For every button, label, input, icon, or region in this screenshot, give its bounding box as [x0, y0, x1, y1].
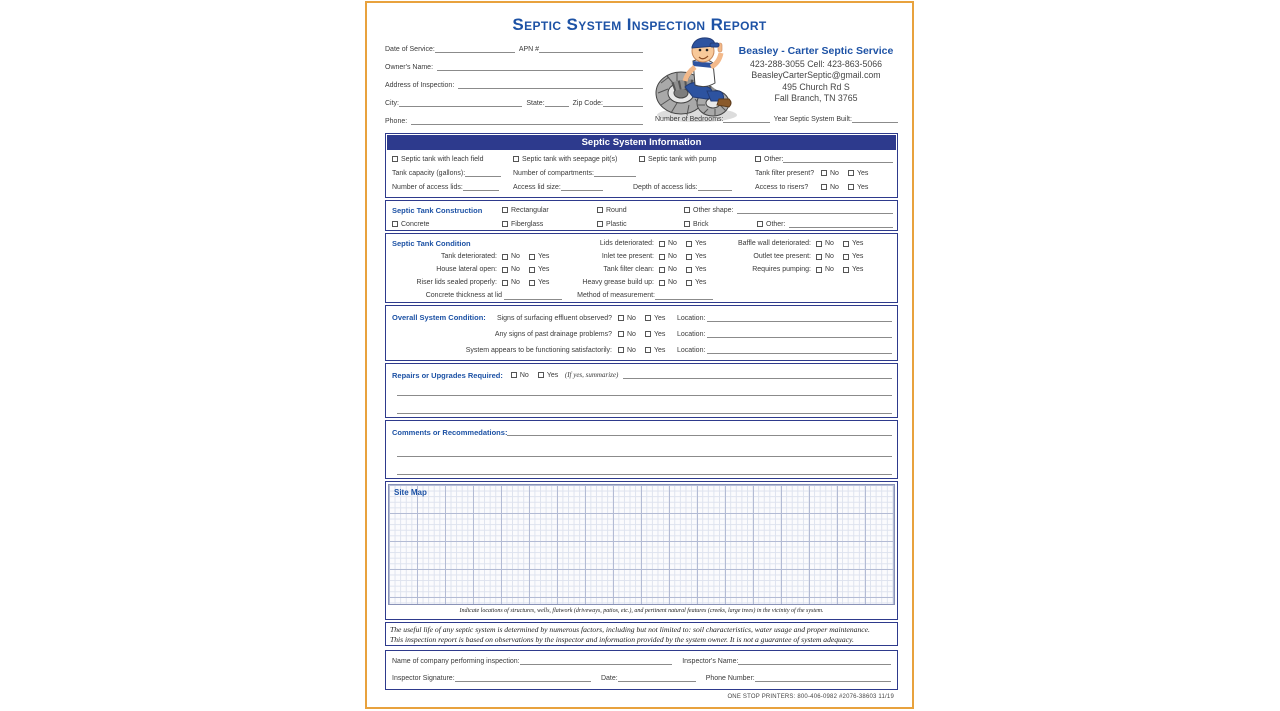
yes-option: Yes — [848, 170, 875, 177]
no-option: No — [659, 253, 686, 260]
row-address — [385, 81, 643, 89]
checkbox[interactable] — [645, 315, 651, 321]
yes-option: Yes — [645, 315, 672, 322]
yes-option: Yes — [686, 266, 713, 273]
date-label: Date: — [600, 675, 618, 682]
no-option: No — [618, 331, 645, 338]
date-line[interactable] — [618, 674, 696, 682]
location-label: Location: — [677, 314, 706, 322]
option-fiberglass: Fiberglass — [502, 217, 543, 231]
company-performing-label: Name of company performing inspection: — [392, 658, 520, 665]
field-requires-pumping: Requires pumping: No Yes — [698, 263, 870, 276]
address-label: Address of Inspection: — [385, 82, 455, 89]
no-option: No — [659, 266, 686, 273]
other-line[interactable] — [783, 155, 893, 163]
checkbox[interactable] — [502, 254, 508, 260]
option-rectangular: Rectangular — [502, 203, 549, 217]
yes-option: Yes — [686, 279, 713, 286]
write-in-line[interactable] — [397, 395, 892, 396]
section-comments — [385, 420, 898, 479]
checkbox[interactable] — [502, 207, 508, 213]
section-repairs — [385, 363, 898, 418]
question-satisfactory: System appears to be functioning satisfactorily: — [465, 346, 612, 354]
site-map-grid[interactable] — [388, 484, 895, 605]
comments-heading: Comments or Recommedations: — [392, 427, 508, 437]
compartments-line[interactable] — [594, 169, 636, 177]
checkbox[interactable] — [597, 207, 603, 213]
inspector-name-label: Inspector's Name: — [682, 658, 739, 665]
checkbox[interactable] — [392, 156, 398, 162]
section-tank-construction — [385, 200, 898, 231]
access-lids-line[interactable] — [463, 183, 499, 191]
section-septic-system-information — [385, 133, 898, 198]
address-line[interactable] — [458, 81, 643, 89]
checkbox[interactable] — [618, 315, 624, 321]
concrete-thickness-line[interactable] — [504, 292, 562, 300]
field-access-lids: Number of access lids: — [392, 180, 499, 194]
report-page — [365, 1, 914, 709]
checkbox[interactable] — [538, 372, 544, 378]
checkbox[interactable] — [686, 254, 692, 260]
apn-line[interactable] — [539, 45, 643, 53]
zip-line[interactable] — [603, 99, 643, 107]
inspector-name-line[interactable] — [738, 657, 891, 665]
inspector-signature-label: Inspector Signature: — [392, 675, 455, 682]
checkbox[interactable] — [502, 267, 508, 273]
location-label: Location: — [677, 330, 706, 338]
phone-number-label: Phone Number: — [705, 675, 755, 682]
no-option: No — [816, 266, 843, 273]
checkbox[interactable] — [684, 207, 690, 213]
location-label: Location: — [677, 346, 706, 354]
state-line[interactable] — [545, 99, 569, 107]
bedrooms-line[interactable] — [723, 115, 769, 123]
construction-heading: Septic Tank Construction — [392, 205, 483, 215]
form-body — [385, 133, 898, 692]
company-name: Beasley - Carter Septic Service — [738, 45, 894, 57]
checkbox[interactable] — [848, 170, 854, 176]
no-option: No — [511, 372, 538, 379]
condition-heading: Septic Tank Condition — [392, 239, 471, 248]
other-shape-line[interactable] — [737, 206, 893, 214]
option-brick: Brick — [684, 217, 709, 231]
no-option: No — [816, 240, 843, 247]
company-email: BeasleyCarterSeptic@gmail.com — [751, 70, 881, 80]
checkbox[interactable] — [529, 254, 535, 260]
checkbox[interactable] — [392, 221, 398, 227]
depth-lids-line[interactable] — [698, 183, 732, 191]
section-tank-condition — [385, 233, 898, 303]
checkbox[interactable] — [816, 241, 822, 247]
option-leach-field: Septic tank with leach field — [392, 152, 484, 166]
no-option: No — [618, 315, 645, 322]
checkbox[interactable] — [502, 221, 508, 227]
date-of-service-label: Date of Service: — [385, 46, 435, 53]
no-option: No — [659, 240, 686, 247]
yes-option: Yes — [529, 279, 556, 286]
checkbox[interactable] — [659, 241, 665, 247]
owners-name-line[interactable] — [437, 63, 643, 71]
site-map-heading: Site Map — [394, 488, 427, 497]
section-header: Septic System Information — [387, 135, 896, 150]
company-info — [735, 45, 897, 103]
phone-label: Phone: — [385, 118, 408, 125]
checkbox[interactable] — [821, 170, 827, 176]
checkbox[interactable] — [816, 267, 822, 273]
company-address2: Fall Branch, TN 3765 — [774, 93, 858, 103]
city-label: City: — [385, 100, 399, 107]
checkbox[interactable] — [502, 280, 508, 286]
checkbox[interactable] — [755, 156, 761, 162]
inspector-signature-line[interactable] — [455, 674, 591, 682]
checkbox[interactable] — [843, 254, 849, 260]
option-plastic: Plastic — [597, 217, 627, 231]
field-grease-buildup: Heavy grease build up: No Yes — [541, 276, 713, 289]
no-option: No — [502, 253, 529, 260]
location-line[interactable] — [707, 346, 892, 354]
yes-option: Yes — [848, 184, 875, 191]
field-riser-lids-sealed: Riser lids sealed properly: No Yes — [386, 276, 556, 289]
checkbox[interactable] — [618, 347, 624, 353]
checkbox[interactable] — [659, 254, 665, 260]
disclaimer-box — [385, 622, 898, 646]
checkbox[interactable] — [686, 267, 692, 273]
section-overall-condition — [385, 305, 898, 361]
option-tank-with-pump: Septic tank with pump — [639, 152, 716, 166]
checkbox[interactable] — [816, 254, 822, 260]
material-other-line[interactable] — [789, 220, 893, 228]
checkbox[interactable] — [529, 280, 535, 286]
yes-option: Yes — [686, 240, 713, 247]
no-option: No — [821, 170, 848, 177]
checkbox[interactable] — [639, 156, 645, 162]
option-other-shape: Other shape: — [684, 203, 893, 217]
bedrooms-label: Number of Bedrooms: — [655, 116, 724, 123]
checkbox[interactable] — [684, 221, 690, 227]
field-method-measurement: Method of measurement: — [573, 289, 713, 302]
overall-heading: Overall System Condition: — [392, 313, 486, 322]
comments-line[interactable] — [507, 428, 892, 436]
no-option: No — [816, 253, 843, 260]
repairs-heading: Repairs or Upgrades Required: — [392, 370, 503, 380]
row-date-apn — [385, 45, 643, 53]
page-title: Septic System Inspection Report — [512, 15, 767, 34]
apn-label: APN # — [518, 46, 540, 53]
field-filter-present: Tank filter present? No Yes — [755, 166, 875, 180]
field-lids-deteriorated: Lids deteriorated: No Yes — [541, 237, 713, 250]
summary-line[interactable] — [623, 371, 892, 379]
disclaimer-line1: The useful life of any septic system is determined by numerous factors, including but not limited to: soil characteristics, water usage and proper maintenance. — [390, 624, 870, 634]
yes-option: Yes — [529, 266, 556, 273]
field-compartments: Number of compartments: — [513, 166, 636, 180]
site-map-caption: Indicate locations of structures, wells, flatwork (driveways, patios, etc.), and pertinent natural features (creeks, large trees) in the vicinity of the system. — [459, 608, 824, 614]
checkbox[interactable] — [686, 241, 692, 247]
no-option: No — [618, 347, 645, 354]
yes-option: Yes — [843, 240, 870, 247]
yes-option: Yes — [645, 347, 672, 354]
checkbox[interactable] — [843, 241, 849, 247]
field-risers: Access to risers? No Yes — [755, 180, 875, 194]
state-label: State: — [526, 100, 545, 107]
yes-option: Yes — [843, 266, 870, 273]
write-in-line[interactable] — [397, 474, 892, 475]
city-line[interactable] — [399, 99, 522, 107]
checkbox[interactable] — [645, 331, 651, 337]
row-bedrooms-year — [655, 115, 898, 123]
phone-number-line[interactable] — [755, 674, 891, 682]
no-option: No — [502, 279, 529, 286]
company-performing-line[interactable] — [520, 657, 673, 665]
option-round: Round — [597, 203, 627, 217]
year-built-label: Year Septic System Built: — [773, 116, 852, 123]
checkbox[interactable] — [597, 221, 603, 227]
yes-option: Yes — [538, 372, 565, 379]
option-material-other: Other: — [757, 217, 893, 231]
checkbox[interactable] — [843, 267, 849, 273]
no-option: No — [502, 266, 529, 273]
question-effluent: Signs of surfacing effluent observed? — [496, 314, 612, 322]
row-phone — [385, 117, 643, 125]
yes-option: Yes — [843, 253, 870, 260]
checkbox[interactable] — [659, 280, 665, 286]
location-line[interactable] — [707, 314, 892, 322]
option-seepage-pit: Septic tank with seepage pit(s) — [513, 152, 617, 166]
field-tank-capacity: Tank capacity (gallons): — [392, 166, 501, 180]
field-outlet-tee: Outlet tee present: No Yes — [698, 250, 870, 263]
date-of-service-line[interactable] — [435, 45, 515, 53]
location-line[interactable] — [707, 330, 892, 338]
company-address1: 495 Church Rd S — [782, 81, 850, 92]
mascot-illustration — [655, 31, 739, 123]
checkbox[interactable] — [513, 156, 519, 162]
checkbox[interactable] — [686, 280, 692, 286]
tank-capacity-line[interactable] — [465, 169, 501, 177]
field-depth-lids: Depth of access lids: — [633, 180, 732, 194]
checkbox[interactable] — [757, 221, 763, 227]
owners-name-label: Owner's Name: — [385, 64, 434, 71]
field-inlet-tee: Inlet tee present: No Yes — [541, 250, 713, 263]
row-city-state-zip — [385, 99, 643, 107]
no-option: No — [659, 279, 686, 286]
field-filter-clean: Tank filter clean: No Yes — [541, 263, 713, 276]
row-owner — [385, 63, 643, 71]
company-phones: 423-288-3055 Cell: 423-863-5066 — [749, 58, 883, 69]
printer-fine-print: ONE STOP PRINTERS: 800-406-0982 #2076-38603 11/19 — [727, 694, 894, 700]
checkbox[interactable] — [821, 184, 827, 190]
checkbox[interactable] — [848, 184, 854, 190]
section-site-map — [385, 481, 898, 620]
checkbox[interactable] — [529, 267, 535, 273]
field-concrete-thickness: Concrete thickness at lid — [425, 292, 502, 299]
write-in-line[interactable] — [397, 413, 892, 414]
no-option: No — [821, 184, 848, 191]
section-signature — [385, 650, 898, 690]
zip-label: Zip Code: — [572, 100, 603, 107]
write-in-line[interactable] — [397, 456, 892, 457]
checkbox[interactable] — [618, 331, 624, 337]
yes-option: Yes — [686, 253, 713, 260]
if-yes-note: (If yes, summarize) — [564, 371, 619, 379]
yes-option: Yes — [529, 253, 556, 260]
year-built-line[interactable] — [852, 115, 898, 123]
disclaimer-line2: This inspection report is based on observations by the inspector and information provided by the system owner. It is not a guarantee of system adequacy. — [390, 634, 854, 644]
checkbox[interactable] — [511, 372, 517, 378]
field-house-lateral: House lateral open: No Yes — [386, 263, 556, 276]
lid-size-line[interactable] — [561, 183, 603, 191]
phone-line[interactable] — [411, 117, 643, 125]
option-concrete: Concrete — [392, 217, 429, 231]
field-lid-size: Access lid size: — [513, 180, 603, 194]
option-other: Other: — [755, 152, 893, 166]
method-line[interactable] — [655, 292, 713, 300]
checkbox[interactable] — [645, 347, 651, 353]
field-tank-deteriorated: Tank deteriorated: No Yes — [386, 250, 556, 263]
field-baffle-wall: Baffle wall deteriorated: No Yes — [698, 237, 870, 250]
question-drainage: Any signs of past drainage problems? — [494, 330, 612, 338]
checkbox[interactable] — [659, 267, 665, 273]
yes-option: Yes — [645, 331, 672, 338]
